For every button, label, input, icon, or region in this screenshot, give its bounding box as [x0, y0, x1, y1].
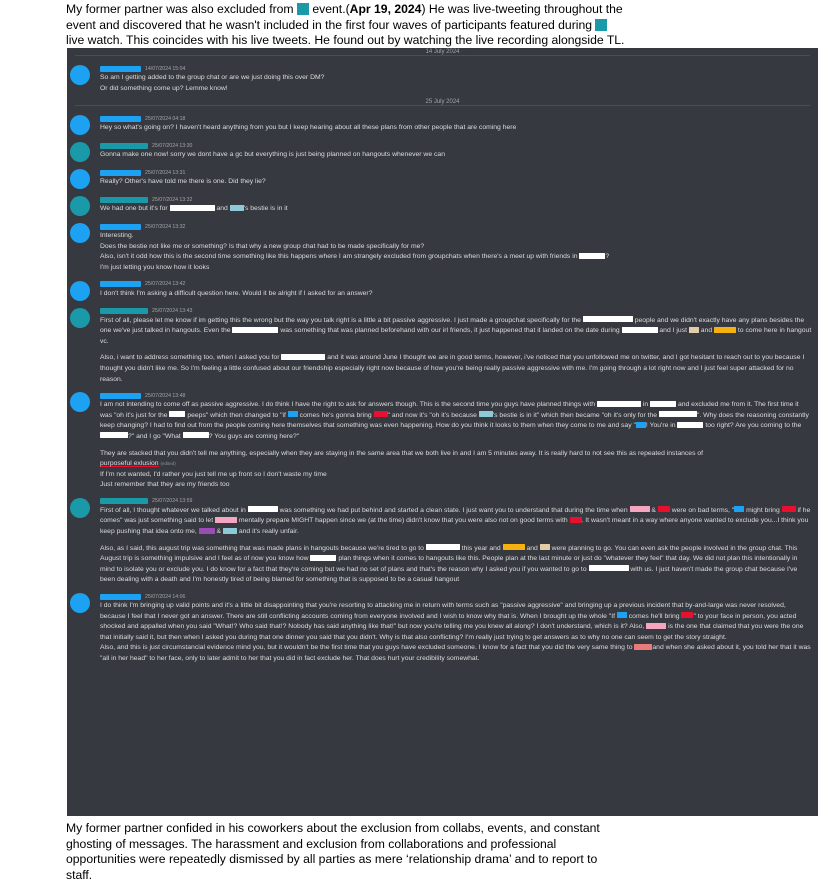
- redacted-username[interactable]: [100, 308, 148, 314]
- chat-message: [67, 305, 818, 390]
- avatar[interactable]: [70, 281, 90, 301]
- intro-text-a: My former partner was also excluded from: [66, 2, 294, 16]
- avatar[interactable]: [70, 223, 90, 243]
- avatar[interactable]: [70, 593, 90, 613]
- avatar[interactable]: [70, 142, 90, 162]
- redaction: [232, 327, 278, 333]
- redacted-username[interactable]: [100, 393, 141, 399]
- message-timestamp: 25/07/2024 13:30: [152, 142, 193, 149]
- chat-message: [67, 139, 818, 166]
- avatar[interactable]: [70, 115, 90, 135]
- date-divider-label: 25 July 2024: [420, 99, 464, 105]
- redaction: [170, 205, 215, 211]
- redaction: [634, 644, 652, 650]
- redaction: [426, 544, 460, 550]
- redaction: [689, 327, 699, 333]
- redaction: [734, 506, 744, 512]
- avatar[interactable]: [70, 196, 90, 216]
- redacted-username[interactable]: [100, 116, 141, 122]
- redaction: [681, 612, 693, 618]
- redacted-username[interactable]: [100, 197, 148, 203]
- redaction: [583, 316, 633, 322]
- chat-message: [67, 220, 818, 277]
- message-content: Interesting. Does the bestie not like me or something? Is that why a new group chat had to be made specifically for me? Also, isn't it odd how this is the second time something like this happens where I am strangely excluded from groupchats when there's a meet up with friends in ? I'm just letting you know how it looks: [100, 232, 610, 271]
- message-timestamp: 25/07/2024 13:59: [152, 498, 193, 505]
- redaction: [714, 327, 736, 333]
- redaction: [223, 528, 237, 534]
- redacted-event-logo: [297, 3, 309, 15]
- redaction: [281, 354, 325, 360]
- document-outro: My former partner confided in his coworkers about the exclusion from collabs, events, and constant ghosting of messages. The harassment and exclusion from collaborations and professional opportunities were repeatedly dismissed by all parties as mere ‘relationship drama’ and to report to staff.: [66, 821, 600, 882]
- redacted-username[interactable]: [100, 281, 141, 287]
- message-timestamp: 14/07/2024 15:04: [145, 65, 186, 72]
- redaction: [636, 422, 646, 428]
- date-divider: [75, 98, 810, 112]
- redacted-username[interactable]: [100, 224, 141, 230]
- redaction: [215, 517, 237, 523]
- redaction: [540, 544, 550, 550]
- message-timestamp: 25/07/2024 13:43: [152, 308, 193, 315]
- avatar[interactable]: [70, 498, 90, 518]
- message-timestamp: 25/07/2024 13:48: [145, 392, 186, 399]
- message-content: I don't think I'm asking a difficult question here. Would it be alright if I asked for an answer?: [100, 289, 373, 297]
- avatar[interactable]: [70, 392, 90, 412]
- intro-text-d: live watch. This coincides with his live tweets. He found out by watching the live recording alongside TL.: [66, 33, 625, 47]
- redaction: [658, 506, 670, 512]
- chat-message: [67, 166, 818, 193]
- message-timestamp: 25/07/2024 13:42: [145, 281, 186, 288]
- avatar[interactable]: [70, 169, 90, 189]
- redaction: [169, 411, 185, 417]
- message-timestamp: 25/07/2024 13:32: [152, 196, 193, 203]
- redaction: [782, 506, 796, 512]
- chat-message: [67, 590, 818, 669]
- redaction: [570, 517, 582, 523]
- chat-message: [67, 278, 818, 305]
- chat-message: [67, 62, 818, 98]
- message-content: I do think I'm bringing up valid points and it's a little bit disappointing that you're resorting to attacking me in return with terms such as "passive aggressive" and bringing up a previous incident that by-and-large was never resolved, because I feel that I never got an answer. There are still conflicting accounts coming from everyone involved and I wish to know why that is. When I brought up the whole "If comes he'll bring " to your face in person, you acted shocked and appalled when you said "What!? Who said that!? Nobody has said anything like that!" but now you're telling me you knew all along? I don't understand, which is it? Also, is the one that claimed that you were the one that initially said it, but then when I asked you during that one dinner you said that you didn't. Why is that also conflicting? I'm really just trying to get answers as to why no one can seem to get the story straight. Also, and this is just circumstancial evidence mind you, but it wouldn't be the first time that you guys have excluded someone. I know for a fact that you did the very same thing to and when she asked about it, you told her that it was "all in her head" to her face, only to later admit to her that you did in fact exclude her. That does hurt your credibility somewhat.: [100, 602, 811, 662]
- message-timestamp: 25/07/2024 04:18: [145, 115, 186, 122]
- message-content: Gonna make one now! sorry we dont have a gc but everything is just being planned on hangouts whenever we can: [100, 151, 445, 159]
- chat-screenshot: [67, 48, 818, 816]
- message-content: First of all, please let me know if im getting this the wrong but the way you talk right is a little a bit passive aggressive. I just made a groupchat specifically for the people and we didn't exactly have any plans besides the one we've just talked in hangouts. Even the was something that was planned beforehand with our irl friends, it just happened that it landed on the date during and I just and to come here in hangout vc. Also, i want to address something too, when I asked you for and it was around June I thought we are in good terms, however, i've noticed that you unfollowed me on twitter, and I got hesitant to reach out to you because I thought you didn't like me. So I'm feeling a little confused about our friendship especially right now because of how you're being really passive aggressive with me. I'm going through a lot right now and I just feel super attacked for no reason.: [100, 316, 812, 383]
- redaction: [579, 253, 605, 259]
- redaction: [479, 411, 493, 417]
- redacted-username[interactable]: [100, 594, 141, 600]
- avatar[interactable]: [70, 65, 90, 85]
- message-timestamp: 25/07/2024 14:06: [145, 593, 186, 600]
- redaction: [374, 411, 388, 417]
- message-timestamp: 25/07/2024 13:31: [145, 169, 186, 176]
- redacted-stream-logo: [595, 19, 607, 31]
- redaction: [230, 205, 244, 211]
- redaction: [630, 506, 650, 512]
- redaction: [622, 327, 658, 333]
- redaction: [199, 528, 215, 534]
- document-intro: [66, 2, 626, 49]
- redaction: [650, 401, 676, 407]
- message-content: Really? Other's have told me there is one. Did they lie?: [100, 178, 266, 186]
- redaction: [646, 623, 666, 629]
- redaction: [100, 432, 128, 438]
- chat-message: [67, 389, 818, 495]
- date-divider-label: 14 July 2024: [420, 49, 464, 55]
- redaction: [677, 422, 703, 428]
- redaction: [589, 565, 629, 571]
- redaction: [310, 555, 336, 561]
- redaction: [617, 612, 627, 618]
- redaction: [503, 544, 525, 550]
- message-content: Hey so what's going on? I haven't heard anything from you but I keep hearing about all these plans from other people that are coming here: [100, 124, 517, 132]
- redaction: [659, 411, 697, 417]
- redacted-username[interactable]: [100, 66, 141, 72]
- message-timestamp: 25/07/2024 13:32: [145, 223, 186, 230]
- chat-message: [67, 495, 818, 590]
- redaction: [183, 432, 209, 438]
- date-divider: [75, 48, 810, 62]
- message-content: So am I getting added to the group chat or are we just doing this over DM? Or did something come up? Lemme know!: [100, 74, 325, 92]
- chat-message: [67, 112, 818, 139]
- intro-text-c: ) He was live-tweeting throughout the event and discovered that he wasn't included in the first four waves of participants featured during: [66, 2, 623, 32]
- redaction: [248, 506, 278, 512]
- redacted-username[interactable]: [100, 170, 141, 176]
- message-content: I am not intending to come off as passive aggressive. I do think I have the right to ask for answers though. This is the second time you guys have planned things with in and excluded me from it. The first time it was "oh it's just for the peeps" which then changed to "if comes he's gonna bring " and now it's "oh it's because 's bestie is in it" which then became "oh it's only for the ". Why does the reasoning constantly keep changing? I had to find out from the people coming here themselves that something was even happening. How do you think it looks to them when they come to me and say " ! You're in too right? Are you coming to the ?" and I go "What ? You guys are coming here?" They are stacked that you didn't tell me anything, especially when they are staying in the same area that we both live in and I am 5 minutes away. It is really hard to not see this as repeated instances of purposeful exlusion (edited) If I'm not wanted, I'd rather you just tell me up front so I don't waste my time Just remember that they are my friends too: [100, 401, 809, 489]
- intro-text-b: event.(: [312, 2, 350, 16]
- intro-date: Apr 19, 2024: [349, 2, 422, 16]
- chat-message: [67, 193, 818, 220]
- redaction: [597, 401, 641, 407]
- message-content: We had one but it's for and 's bestie is in it: [100, 205, 288, 213]
- avatar[interactable]: [70, 308, 90, 328]
- redaction: [288, 411, 298, 417]
- redacted-username[interactable]: [100, 498, 148, 504]
- message-content: First of all, I thought whatever we talked about in was something we had put behind and started a clean state. I just want you to understand that during the time when & were on bad terms, " might bring if he comes" was just something said to let mentally prepare MIGHT happen since we (at the time) didn't know that you were also not on good terms with . It wasn't meant in a way where anyone wanted to exclude you...I think you keep pushing that idea onto me, & and it's really unfair. Also, as I said, this august trip was something that was made plans in hangouts because we're tired to go to this year and and were planning to go. You can even ask the people involved in the group chat. This August trip is something impulsive and I feel as of now you know how plan things when it comes to hangouts like this. People plan at the last minute or just do "whatever they feel" that day. We did not plan this intentionally in mind to isolate you or exclude you. I do know for a fact that they're coming but we had no set of plans and that's the reason why I asked you if you wanted to go to with us. I just haven't made the group chat because I've been dealing with a death and I'm honestly tired of being blamed for something that is supposed to be a casual hangout: [100, 506, 811, 584]
- redacted-username[interactable]: [100, 143, 148, 149]
